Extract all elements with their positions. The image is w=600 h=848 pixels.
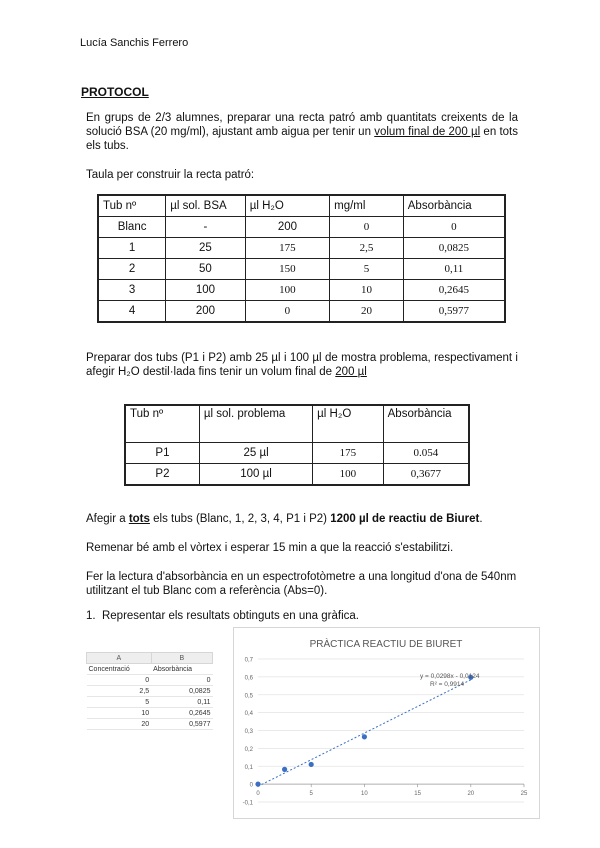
table-cell: 2 bbox=[98, 259, 166, 280]
table-cell: 1 bbox=[98, 238, 166, 259]
intro-underlined: volum final de 200 µl bbox=[374, 126, 481, 138]
table-row bbox=[87, 708, 213, 719]
list-number: 1. bbox=[86, 610, 96, 622]
table2-header: µl sol. problema bbox=[199, 405, 312, 443]
intro-text-end: en tots els tubs. bbox=[86, 126, 519, 152]
r-squared: R² = 0,9914 bbox=[430, 681, 465, 688]
table-cell: 0 bbox=[87, 675, 152, 686]
table-cell: 100 bbox=[313, 464, 383, 486]
table-cell: 0,2645 bbox=[403, 280, 505, 301]
y-tick-label: 0,2 bbox=[244, 746, 253, 753]
intro-text: En grups de 2/3 alumnes, preparar una recta patró amb quantitats creixents de la solució BSA (20 mg/ml), ajustant amb aigua per tenir un bbox=[86, 112, 518, 138]
para3-bold: 1200 µl de reactiu de Biuret bbox=[330, 513, 480, 525]
data-point bbox=[255, 782, 260, 787]
standard-curve-table bbox=[97, 194, 506, 323]
data-point bbox=[362, 734, 367, 739]
spreadsheet-label: Concentració bbox=[87, 664, 152, 675]
table-cell: 3 bbox=[98, 280, 166, 301]
data-point bbox=[309, 762, 314, 767]
table-cell: 2,5 bbox=[330, 238, 404, 259]
spreadsheet-col-header: A bbox=[87, 653, 152, 664]
spreadsheet-label: Absorbància bbox=[151, 664, 212, 675]
table-cell: 20 bbox=[87, 719, 152, 730]
table-cell: 0 bbox=[245, 301, 329, 323]
para3-bold-underlined: tots bbox=[128, 513, 150, 525]
table-row bbox=[98, 259, 505, 280]
table-cell: 25 bbox=[166, 238, 246, 259]
table-cell: 50 bbox=[166, 259, 246, 280]
table-cell: 100 bbox=[245, 280, 329, 301]
table-cell: 0,5977 bbox=[151, 719, 212, 730]
table-cell: 0,0825 bbox=[151, 686, 212, 697]
spreadsheet-col-header: B bbox=[151, 653, 212, 664]
table-cell: 100 µl bbox=[199, 464, 312, 486]
table-cell: 100 bbox=[166, 280, 246, 301]
table-row bbox=[98, 238, 505, 259]
table-row bbox=[125, 443, 469, 464]
table-cell: 2,5 bbox=[87, 686, 152, 697]
table-row bbox=[98, 280, 505, 301]
table-cell: 10 bbox=[87, 708, 152, 719]
table-cell: 200 bbox=[245, 217, 329, 238]
y-tick-label: -0,1 bbox=[242, 800, 253, 807]
table-cell: 0 bbox=[151, 675, 212, 686]
table-cell: 175 bbox=[313, 443, 383, 464]
section-heading: PROTOCOL bbox=[81, 85, 149, 99]
table-cell: P2 bbox=[125, 464, 199, 486]
x-tick-label: 10 bbox=[361, 791, 368, 798]
table-row bbox=[87, 719, 213, 730]
table-cell: 10 bbox=[330, 280, 404, 301]
table2-header: Absorbància bbox=[383, 405, 469, 443]
para2-underlined: 200 µl bbox=[335, 366, 367, 378]
table-cell: Blanc bbox=[98, 217, 166, 238]
table-cell: 0,2645 bbox=[151, 708, 212, 719]
table-cell: 5 bbox=[87, 697, 152, 708]
table-cell: 0.054 bbox=[383, 443, 469, 464]
table-row bbox=[98, 217, 505, 238]
table-row bbox=[98, 301, 505, 323]
table-cell: 25 µl bbox=[199, 443, 312, 464]
trendline bbox=[258, 680, 471, 787]
biuret-chart bbox=[234, 628, 539, 818]
table-row bbox=[125, 464, 469, 486]
table1-header: µl sol. BSA bbox=[166, 195, 246, 217]
data-point bbox=[282, 767, 287, 772]
table-cell: 0,11 bbox=[403, 259, 505, 280]
table-cell: 4 bbox=[98, 301, 166, 323]
table1-header: mg/ml bbox=[330, 195, 404, 217]
x-tick-label: 20 bbox=[467, 791, 475, 798]
para2-text: Preparar dos tubs (P1 i P2) amb 25 µl i 100 µl de mostra problema, respectivament i afegir H₂O destil·lada fins tenir un volum final de bbox=[86, 352, 518, 378]
table-row bbox=[87, 675, 213, 686]
para3-text-end: . bbox=[479, 513, 483, 525]
chart-title: PRÀCTICA REACTIU DE BIURET bbox=[309, 639, 463, 650]
x-tick-label: 15 bbox=[414, 791, 421, 798]
x-tick-label: 25 bbox=[520, 791, 528, 798]
table-cell: 0,5977 bbox=[403, 301, 505, 323]
vortex-paragraph: Remenar bé amb el vòrtex i esperar 15 min a que la reacció s'estabilitzi. bbox=[86, 542, 454, 554]
y-tick-label: 0,1 bbox=[244, 764, 253, 771]
table2-header: Tub nº bbox=[125, 405, 199, 443]
y-tick-label: 0,4 bbox=[244, 711, 253, 718]
reading-paragraph: Fer la lectura d'absorbància en un espectrofotòmetre a una longitud d'ona de 540nm utilitzant el tub Blanc com a referència (Abs=0). bbox=[86, 571, 517, 597]
para3-text-middle: els tubs (Blanc, 1, 2, 3, 4, P1 i P2) bbox=[149, 513, 331, 525]
table-cell: 200 bbox=[166, 301, 246, 323]
para3-text: Afegir a bbox=[86, 513, 129, 525]
biuret-paragraph bbox=[86, 512, 518, 526]
table-cell: 5 bbox=[330, 259, 404, 280]
table-cell: 150 bbox=[245, 259, 329, 280]
y-tick-label: 0,5 bbox=[244, 693, 253, 700]
table-row bbox=[87, 686, 213, 697]
table1-header: Absorbància bbox=[403, 195, 505, 217]
table1-header: µl H₂O bbox=[245, 195, 329, 217]
x-tick-label: 5 bbox=[309, 791, 313, 798]
list-text: Representar els resultats obtinguts en una gràfica. bbox=[101, 610, 359, 622]
table-row bbox=[87, 697, 213, 708]
table2-header: µl H₂O bbox=[313, 405, 383, 443]
problem-sample-paragraph bbox=[86, 351, 518, 379]
table-cell: P1 bbox=[125, 443, 199, 464]
chart-container bbox=[233, 627, 540, 819]
table-cell: 0,0825 bbox=[403, 238, 505, 259]
author-name: Lucía Sanchis Ferrero bbox=[80, 37, 189, 49]
y-tick-label: 0 bbox=[249, 782, 253, 789]
intro-paragraph bbox=[86, 111, 518, 153]
table1-header: Tub nº bbox=[98, 195, 166, 217]
trend-equation: y = 0,0298x - 0,0124 bbox=[420, 673, 480, 680]
table-cell: 20 bbox=[330, 301, 404, 323]
table-cell: 175 bbox=[245, 238, 329, 259]
table-cell: 0,3677 bbox=[383, 464, 469, 486]
table1-caption: Taula per construir la recta patró: bbox=[86, 169, 255, 181]
spreadsheet-snippet bbox=[86, 652, 213, 730]
y-tick-label: 0,6 bbox=[244, 675, 253, 682]
numbered-list-item bbox=[86, 610, 359, 622]
y-tick-label: 0,3 bbox=[244, 729, 253, 735]
table-cell: - bbox=[166, 217, 246, 238]
table-cell: 0,11 bbox=[151, 697, 212, 708]
y-tick-label: 0,7 bbox=[244, 657, 253, 664]
table-cell: 0 bbox=[403, 217, 505, 238]
table-cell: 0 bbox=[330, 217, 404, 238]
problem-sample-table bbox=[124, 404, 470, 486]
x-tick-label: 0 bbox=[256, 791, 260, 798]
